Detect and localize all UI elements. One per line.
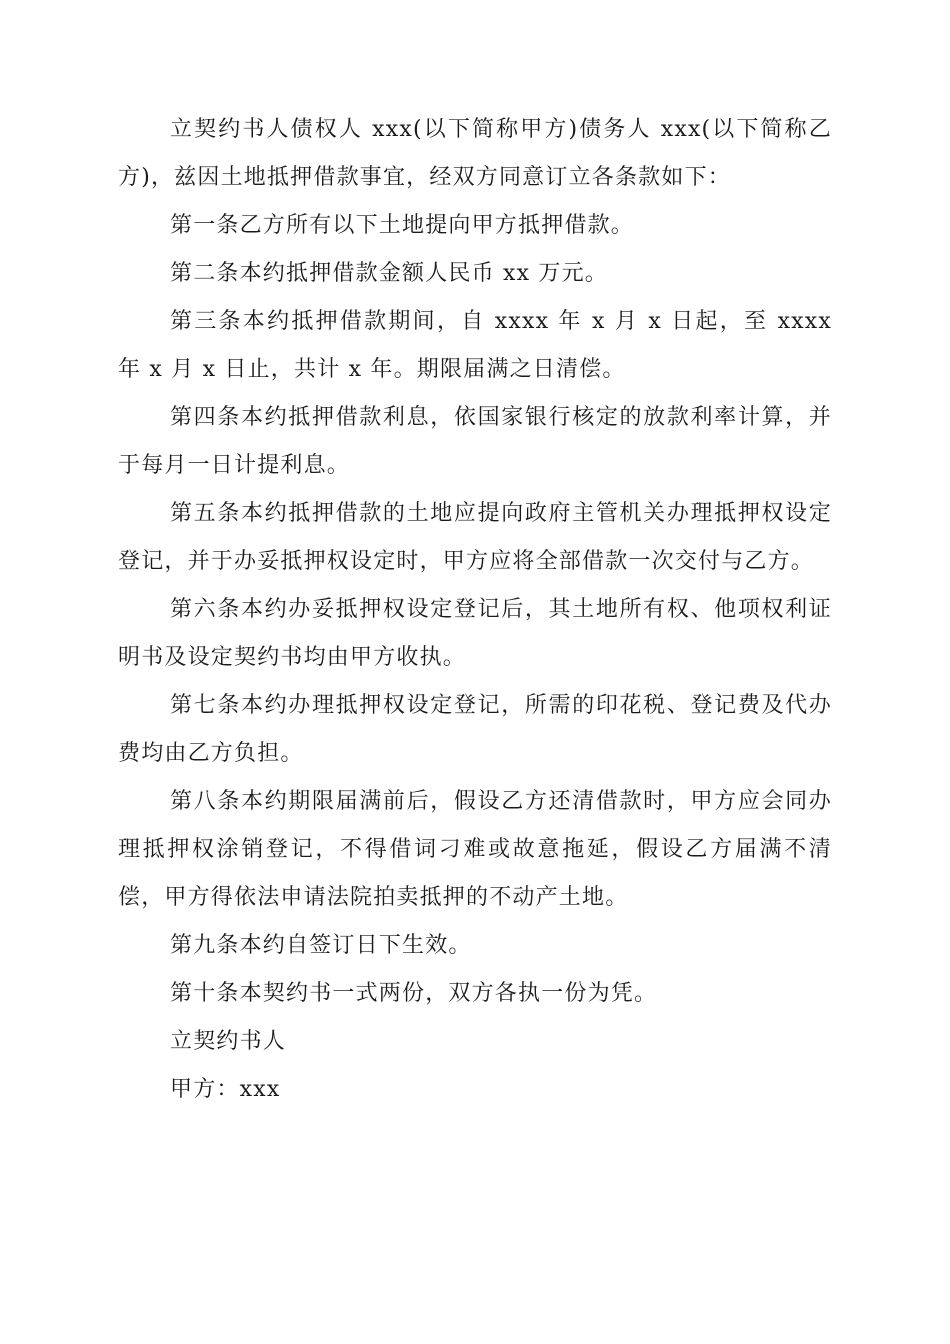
paragraph-article-9: 第九条本约自签订日下生效。	[170, 933, 472, 958]
paragraph-article-7: 第七条本约办理抵押权设定登记，所需的印花税、登记费及代办费均由乙方负担。	[118, 693, 832, 766]
paragraph-article-3: 第三条本约抵押借款期间，自 xxxx 年 x 月 x 日起，至 xxxx 年 x 月 x 日止，共计 x 年。期限届满之日清偿。	[118, 309, 832, 382]
paragraph-article-6: 第六条本约办妥抵押权设定登记后，其土地所有权、他项权利证明书及设定契约书均由甲方收执。	[118, 597, 832, 670]
paragraph-article-5: 第五条本约抵押借款的土地应提向政府主管机关办理抵押权设定登记，并于办妥抵押权设定时，甲方应将全部借款一次交付与乙方。	[118, 501, 832, 574]
paragraph-article-4: 第四条本约抵押借款利息，依国家银行核定的放款利率计算，并于每月一日计提利息。	[118, 405, 832, 478]
paragraph-article-10: 第十条本契约书一式两份，双方各执一份为凭。	[170, 981, 658, 1006]
signatory-heading: 立契约书人	[170, 1029, 287, 1054]
paragraph-article-2: 第二条本约抵押借款金额人民币 xx 万元。	[170, 261, 609, 286]
paragraph-article-8: 第八条本约期限届满前后，假设乙方还清借款时，甲方应会同办理抵押权涂销登记，不得借词刁难或故意拖延，假设乙方届满不清偿，甲方得依法申请法院拍卖抵押的不动产土地。	[118, 789, 832, 910]
document-body	[118, 106, 832, 1114]
paragraph-article-1: 第一条乙方所有以下土地提向甲方抵押借款。	[170, 213, 635, 238]
party-a-line: 甲方：xxx	[170, 1077, 281, 1102]
paragraph-preamble: 立契约书人债权人 xxx(以下简称甲方)债务人 xxx(以下简称乙方)，兹因土地抵押借款事宜，经双方同意订立各条款如下：	[118, 117, 832, 190]
